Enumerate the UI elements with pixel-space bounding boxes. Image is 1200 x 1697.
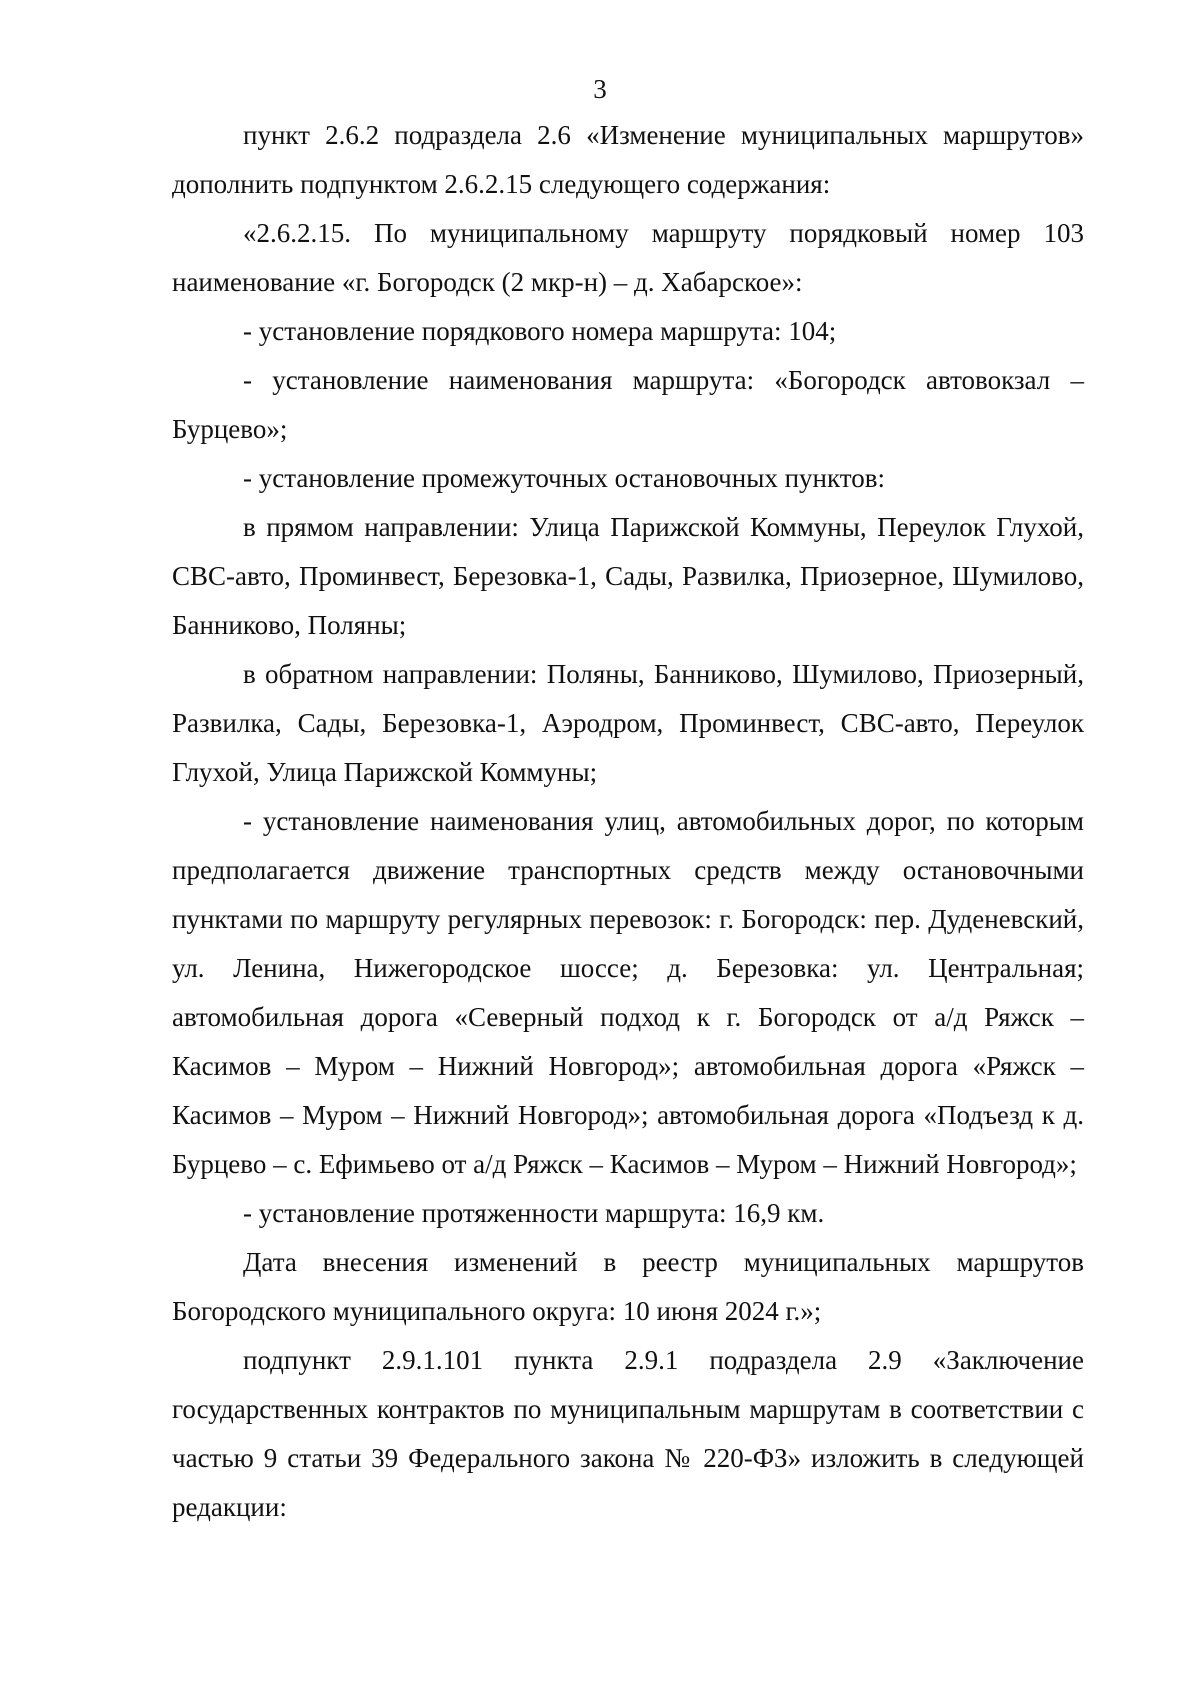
document-body [172,111,1084,1532]
paragraph-route-length: - установление протяженности маршрута: 16,9 км. [243,1198,825,1228]
paragraph-2-6-2-15: «2.6.2.15. По муниципальному маршруту порядковый номер 103 наименование «г. Богородск (2 мкр-н) – д. Хабарское»: [172,218,1084,297]
paragraph-route-number: - установление порядкового номера маршрута: 104; [243,316,837,346]
paragraph-amend-2-6-2: пункт 2.6.2 подраздела 2.6 «Изменение муниципальных маршрутов» дополнить подпунктом 2.6.2.15 следующего содержания: [172,120,1084,199]
paragraph-amend-2-9-1-101: подпункт 2.9.1.101 пункта 2.9.1 подраздела 2.9 «Заключение государственных контрактов по муниципальным маршрутам в соответствии с частью 9 статьи 39 Федерального закона № 220-ФЗ» изложить в следующей редакции: [172,1345,1084,1522]
paragraph-route-name: - установление наименования маршрута: «Богородск автовокзал – Бурцево»; [172,365,1084,444]
page-number: 3 [593,74,607,104]
paragraph-streets-roads: - установление наименования улиц, автомобильных дорог, по которым предполагается движение транспортных средств между остановочными пунктами по маршруту регулярных перевозок: г. Богородск: пер. Дуденевский, ул. Ленина, Нижегородское шоссе; д. Березовка: ул. Центральная; автомобильная дорога «Северный подход к г. Богородск от а/д Ряжск – Касимов – Муром – Нижний Новгород»; автомобильная дорога «Ряжск – Касимов – Муром – Нижний Новгород»; автомобильная дорога «Подъезд к д. Бурцево – с. Ефимьево от а/д Ряжск – Касимов – Муром – Нижний Новгород»; [172,806,1084,1179]
paragraph-registry-date: Дата внесения изменений в реестр муниципальных маршрутов Богородского муниципального округа: 10 июня 2024 г.»; [172,1247,1084,1326]
paragraph-stops-heading: - установление промежуточных остановочных пунктов: [243,463,885,493]
paragraph-reverse-direction: в обратном направлении: Поляны, Банниково, Шумилово, Приозерный, Развилка, Сады, Березовка-1, Аэродром, Проминвест, СВС-авто, Переулок Глухой, Улица Парижской Коммуны; [172,659,1084,787]
paragraph-forward-direction: в прямом направлении: Улица Парижской Коммуны, Переулок Глухой, СВС-авто, Проминвест, Березовка-1, Сады, Развилка, Приозерное, Шумилово, Банниково, Поляны; [172,512,1084,640]
